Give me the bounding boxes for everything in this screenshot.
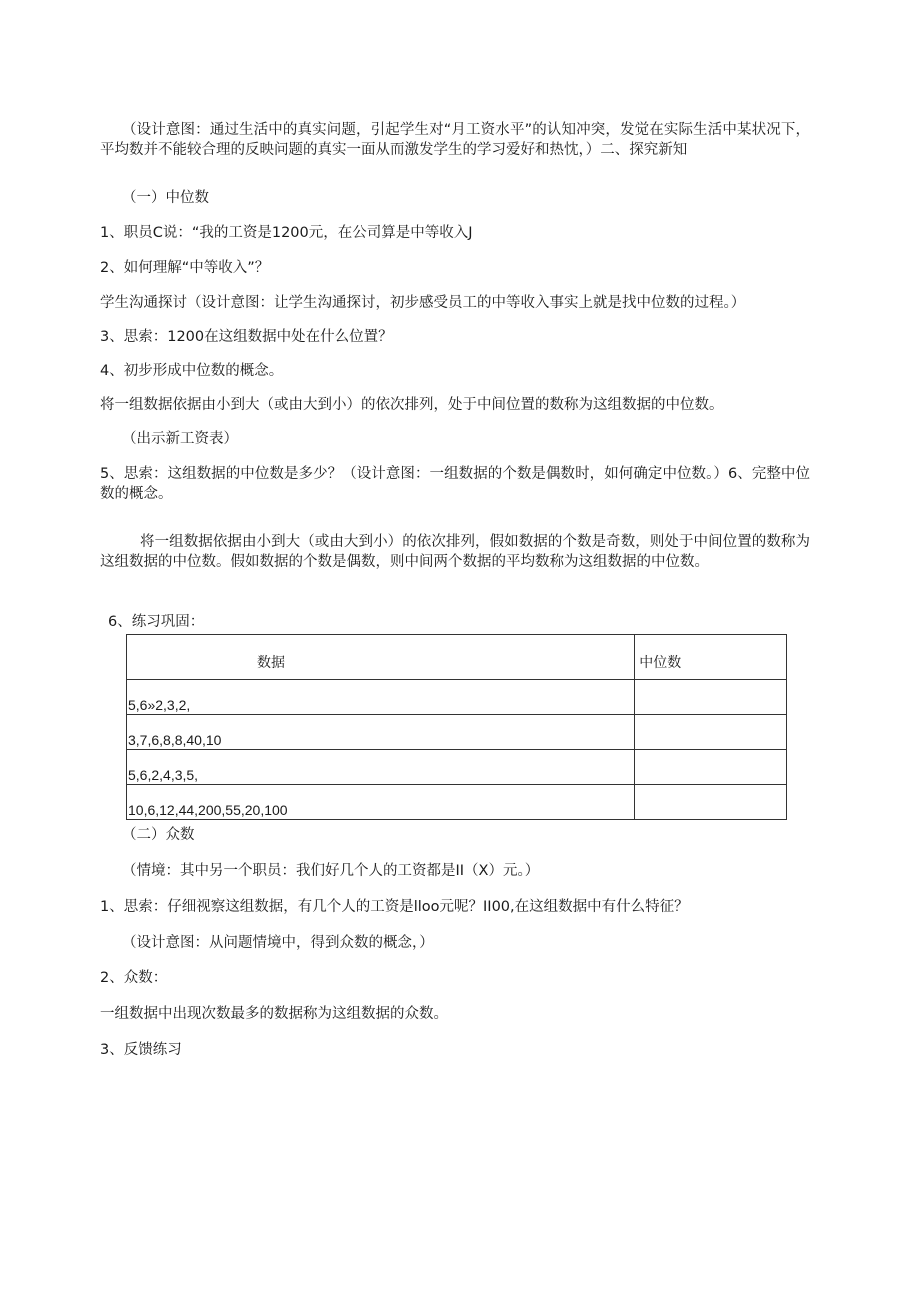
item-1-employee-c: 1、职员C说：“我的工资是1200元，在公司算是中等收入J xyxy=(100,225,473,241)
table-row xyxy=(127,715,787,750)
table-row xyxy=(127,750,787,785)
table-cell-data: 5,6,2,4,3,5, xyxy=(127,750,635,785)
median-definition: 将一组数据依据由小到大（或由大到小）的依次排列，处于中间位置的数称为这组数据的中位数。 xyxy=(100,397,724,413)
table-cell-data: 3,7,6,8,8,40,10 xyxy=(127,715,635,750)
show-new-wage-table: （出示新工资表） xyxy=(122,431,238,447)
student-discussion: 学生沟通探讨（设计意图：让学生沟通探讨，初步感受员工的中等收入事实上就是找中位数的过程。） xyxy=(100,295,746,311)
table-cell-data: 5,6»2,3,2, xyxy=(127,680,635,715)
table-cell-median xyxy=(635,785,787,820)
mode-item-1-think: 1、思索：仔细视察这组数据，有几个人的工资是lloo元呢？II00,在这组数据中有什么特征？ xyxy=(100,899,689,915)
mode-definition: 一组数据中出现次数最多的数据称为这组数据的众数。 xyxy=(100,1006,448,1022)
header-median: 中位数 xyxy=(635,635,787,680)
table-cell-median xyxy=(635,680,787,715)
table-row xyxy=(127,680,787,715)
mode-design-intent: （设计意图：从问题情境中，得到众数的概念，） xyxy=(122,935,434,951)
mode-item-2: 2、众数： xyxy=(100,970,168,986)
table-cell-median xyxy=(635,715,787,750)
header-data: 数据 xyxy=(127,635,635,680)
table-cell-median xyxy=(635,750,787,785)
item-5-think: 5、思索：这组数据的中位数是多少？（设计意图：一组数据的个数是偶数时，如何确定中位数。）6、完整中位数的概念。 xyxy=(100,466,810,502)
table-cell-data: 10,6,12,44,200,55,20,100 xyxy=(127,785,635,820)
design-intent-paragraph: （设计意图：通过生活中的真实问题，引起学生对“月工资水平”的认知冲突，发觉在实际生活中某状况下，平均数并不能较合理的反映问题的真实一面从而激发学生的学习爱好和热忱，）二、探究新知 xyxy=(100,122,810,158)
item-6-practice: 6、练习巩固： xyxy=(108,614,205,630)
item-3-think: 3、思索：1200在这组数据中处在什么位置？ xyxy=(100,329,393,345)
item-4-concept: 4、初步形成中位数的概念。 xyxy=(100,363,284,379)
section-heading-median: （一）中位数 xyxy=(122,190,209,206)
table-row xyxy=(127,785,787,820)
practice-table xyxy=(126,634,787,820)
scenario-text: （情境：其中另一个职员：我们好几个人的工资都是II（X）元。） xyxy=(122,863,540,879)
table-header-row xyxy=(127,635,787,680)
mode-item-3-feedback: 3、反馈练习 xyxy=(100,1042,182,1058)
item-2-middle-income: 2、如何理解“中等收入”？ xyxy=(100,260,270,276)
complete-median-definition: 将一组数据依据由小到大（或由大到小）的依次排列，假如数据的个数是奇数，则处于中间位置的数称为这组数据的中位数。假如数据的个数是偶数，则中间两个数据的平均数称为这组数据的中位数。 xyxy=(100,534,810,570)
section-heading-mode: （二）众数 xyxy=(122,827,195,843)
